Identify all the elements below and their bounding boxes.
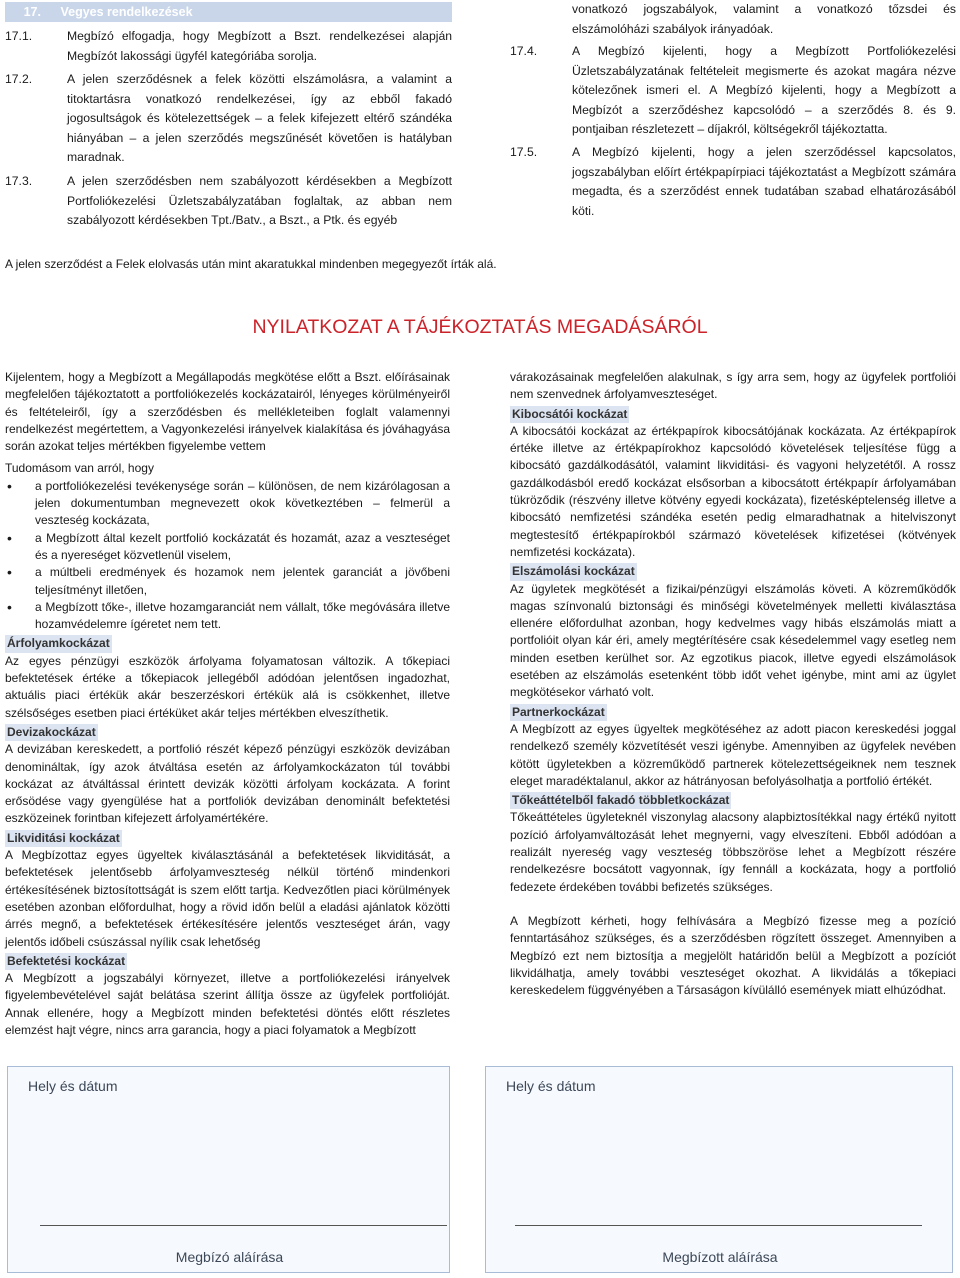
subheading-leverage-risk: Tőkeáttételből fakadó többletkockázat	[510, 792, 731, 809]
clause-17-4	[510, 42, 956, 140]
list-item: • a Megbízott által kezelt portfolió kockázatát és hozamát, azaz a veszteséget és a nyereséget közvetlenül viselem,	[5, 530, 450, 565]
paragraph: A kibocsátói kockázat az értékpapírok kibocsátójának kockázata. Az értékpapírok értéke illetve az értékpapírokhoz kapcsolódó követelések teljesítése függ a kibocsátó gazdálkodásától, valamint likviditási- és vagyoni helyzetétől. A rossz gazdálkodásból eredő kockázat elsősorban a kibocsátott értékpapír árfolyamában tükröződik (részvény illetve kötvény egyedi kockázata), fizetésképtelenség illetve a kibocsátó nemfizetési szándéka esetén pedig elmaradhatnak a hitelviszonyt megtestesítő értékpapírokból származó követelések kifizetései (kötvények nemfizetési kockázata).	[510, 423, 956, 559]
subheading-currency-risk: Devizakockázat	[5, 724, 98, 741]
clause-17-3-continued: vonatkozó jogszabályok, valamint a vonatkozó tőzsdei és elszámolóházi szabályok irányadóak.	[572, 2, 956, 36]
paragraph: A Megbízott a jogszabályi környezet, illetve a portfoliókezelési irányelvek figyelembevételével saját belátása szerint állítja össze az ügyfelek portfolióját. Annak ellenére, hogy a Megbízott minden befektetési döntés előtt részletes elemzést hajt végre, nincs arra garancia, hogy a piaci folyamatok a Megbízott	[5, 971, 450, 1037]
list-item: • a múltbeli eredmények és hozamok nem jelentek garanciát a jövőbeni teljesítményt illetően,	[5, 564, 450, 599]
signature-line	[515, 1225, 922, 1226]
paragraph: A Megbízott az egyes ügyeltek megkötéséhez az adott piacon kereskedési joggal rendelkező személy közvetítését veszi igénybe. Amennyiben az ügyfelek nevében kötött ügyletekben a közreműködő partnerek kötelezettségeiknek nem tesznek eleget maradéktalanul, akkor az hátrányosan befolyásolhatja a portfolió értékét.	[510, 721, 956, 788]
awareness-line: Tudomásom van arról, hogy	[5, 461, 154, 476]
place-date-label: Hely és dátum	[506, 1078, 596, 1094]
clause-17-5	[510, 143, 956, 221]
subheading-liquidity-risk: Likviditási kockázat	[5, 830, 122, 847]
paragraph: várakozásainak megfelelően alakulnak, s így arra sem, hogy az ügyfelek portfoliói nem szenvednek árfolyamveszteséget.	[510, 370, 956, 402]
signature-line	[40, 1225, 447, 1226]
subheading-issuer-risk: Kibocsátói kockázat	[510, 406, 629, 423]
signature-label: Megbízott aláírása	[662, 1249, 778, 1265]
subheading-investment-risk: Befektetési kockázat	[5, 953, 127, 970]
clause-number: 17.1.	[5, 29, 33, 43]
declaration-intro: Kijelentem, hogy a Megbízott a Megállapodás megkötése előtt a Bszt. előírásainak megfelelően tájékoztatott a portfoliókezelés kockázatairól, lényeges körülményeiről és feltételeiről, így a szerződésben és mellékleteiben foglalt valamennyi rendelkezést megértettem, a Vagyonkezelési irányelvek kialakítása és jóváhagyása során azokat teljes mértékben figyelembe vettem	[5, 370, 450, 454]
signature-box-right[interactable]	[485, 1066, 953, 1273]
subheading-partner-risk: Partnerkockázat	[510, 704, 607, 721]
list-item: • a Megbízott tőke-, illetve hozamgaranciát nem vállalt, tőke megóvására illetve hozamvédelemre ígéretet nem tett.	[5, 599, 450, 634]
risk-bullet-list	[5, 478, 450, 634]
paragraph: A Megbízottaz egyes ügyeltek kiválasztásánál a befektetések likviditását, a befektetések jelentősebb árfolyamveszteség nélkül történő mindenkori értékesítésének biztosítottságát is szem előtt tartja. Kedvezőtlen piaci körülmények esetében azonban előfordulhat, hogy a rövid időn belül a eladási ajánlatok közötti árrés megnő, a befektetések értékesítésére jelentős veszteséget árán, vagy jelentős időbeli csúszással nyílik csak lehetőség	[5, 848, 450, 949]
clause-number: 17.4.	[510, 44, 538, 58]
clause-text: A jelen szerződésben nem szabályozott kérdésekben a Megbízott Portfoliókezelési Üzletszabályzatában foglaltak, az abban nem szabályozott kérdésekben Tpt./Batv., a Bszt., a Ptk. és egyéb	[67, 174, 452, 227]
list-item: • a portfoliókezelési tevékenysége során – különösen, de nem kizárólagosan a jelen dokumentumban megnevezett okok következtében – felmerül a veszteség kockázata,	[5, 478, 450, 530]
final-statement: A jelen szerződést a Felek elolvasás után mint akaratukkal mindenben megegyezőt írták alá.	[5, 257, 497, 271]
paragraph: Az egyes pénzügyi eszközök árfolyama folyamatosan változik. A tőkepiaci befektetések értéke a tőkepiacok jellegéből adódóan jelentősen ingadozhat, aktuális piaci értékük akár beszerzéskori értékük alá is csökkenhet, illetve szélsőséges esetben piaci értéküket akár teljes mértékben elveszíthetik.	[5, 653, 450, 720]
main-title: NYILATKOZAT A TÁJÉKOZTATÁS MEGADÁSÁRÓL	[252, 316, 708, 338]
clause-text: A Megbízó kijelenti, hogy a Megbízott Portfoliókezelési Üzletszabályzatának feltételeit megismerte és azokat magára nézve kötelezőnek ismeri el. A Megbízó kijelenti, hogy a Megbízott a Megbízót a szerződéshez kapcsolódó – a szerződés 8. és 9. pontjaiban részletezett – díjakról, költségekről tájékoztatta.	[572, 44, 956, 136]
clause-17-1	[5, 27, 452, 66]
closing-paragraph: A Megbízott kérheti, hogy felhívására a Megbízó fizesse meg a pozíció fenntartásához szükséges, és a szerződésben rögzített összeget. Amennyiben a Megbízó ezt nem biztosítja a megjelölt határidőn belül a Megbízott a pozíciót likvidálhatja, amely további veszteséget okozhat. A likvidálás a tőkepiaci kereskedelem függvényében a Társaságon kívülálló események miatt elhúzódhat.	[510, 913, 956, 998]
clause-text: A Megbízó kijelenti, hogy a jelen szerződéssel kapcsolatos, jogszabályban előírt értékpapírpiaci tájékoztatást a Megbízott számára megadta, és a szerződést ennek tudatában szabad elhatározásából köti.	[572, 145, 956, 218]
place-date-label: Hely és dátum	[28, 1078, 118, 1094]
section-header	[5, 2, 452, 22]
right-column	[510, 369, 956, 999]
clause-number: 17.3.	[5, 174, 33, 188]
clause-17-3	[5, 172, 452, 231]
paragraph: Az ügyletek megkötését a fizikai/pénzügyi elszámolás követi. A közreműködők magas színvonalú biztonsági és minőségi követelmények melletti kiválasztása ellenére előfordulhat azonban, hogy kedvelmes vagy hibás elszámolás miatt a portfolióit olyan kár éri, amely megtérítésére csak késedelemmel vagy esetleg nem minden esetben kerülhet sor. Az egzotikus piacok, illetve egyedi elszámolások esetében az elszámolás esetenként több időt vehet igénybe, mint ami az ügylet megkötésekor várható volt.	[510, 581, 956, 700]
signature-label: Megbízó aláírása	[175, 1249, 284, 1265]
clause-text: A jelen szerződésnek a felek közötti elszámolásra, a valamint a titoktartásra vonatkozó rendelkezései, így az ebből fakadó jogosultságok és kötelezettségek – a felek kifejezett eltérő szándéka hiányában – a jelen szerződés megszűnését követően is hatályban maradnak.	[67, 72, 452, 164]
clause-number: 17.2.	[5, 72, 33, 86]
signature-box-left[interactable]	[7, 1066, 450, 1273]
subheading-exchange-rate-risk: Árfolyamkockázat	[5, 635, 112, 652]
section-title: Vegyes rendelkezések	[60, 5, 193, 19]
clause-text: Megbízó elfogadja, hogy Megbízott a Bszt. rendelkezései alapján Megbízót lakossági ügyfél kategóriába sorolja.	[67, 29, 452, 63]
paragraph: A devizában kereskedett, a portfolió részét képező pénzügyi eszközök devizában denomináltak, így azok átváltása esetén az árfolyamkockázaton túl további kockázat az átváltással érintett devizák közötti árfolyam kockázata. A forint erősödése vagy gyengülése hat a portfoliók devizában denominált befektetési eszközeinek forintban kifejezett árfolyamértékére.	[5, 742, 450, 826]
section-number: 17.	[23, 5, 41, 19]
subheading-settlement-risk: Elszámolási kockázat	[510, 563, 637, 580]
paragraph: Tőkeáttételes ügyleteknél viszonylag alacsony alapbiztosítékkal nagy értékű nyitott pozíció árfolyamváltozását lehet megnyerni, vagy elveszíteni. Ebből adódóan a realizált nyereség vagy veszteség többszöröse lehet a Megbízott részére rendelkezésre bocsátott vagyonnak, így fennáll a kockázata, hogy a portfolió fedezete érdekében további befizetés szükséges.	[510, 810, 956, 894]
left-column	[5, 369, 450, 1039]
clause-17-2	[5, 70, 452, 168]
clause-number: 17.5.	[510, 145, 538, 159]
